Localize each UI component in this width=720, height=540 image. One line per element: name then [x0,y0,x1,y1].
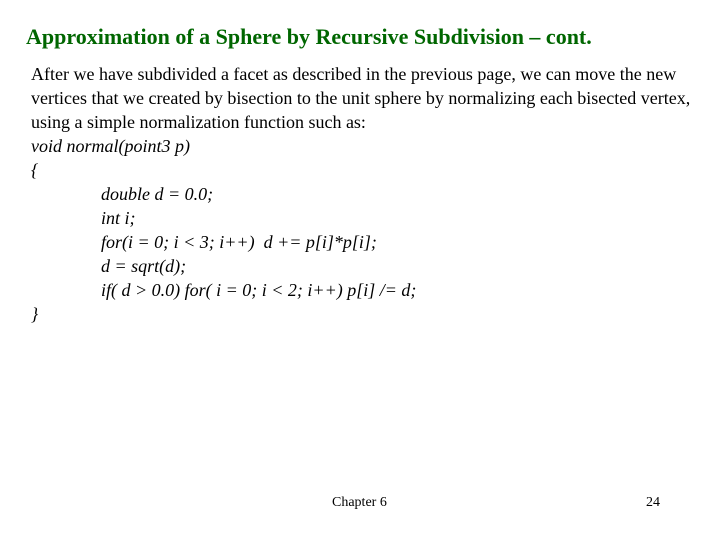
code-line-declare-d: double d = 0.0; [101,184,214,204]
slide-title: Approximation of a Sphere by Recursive Subdivision – cont. [26,24,592,49]
code-line-close-brace: } [31,304,39,324]
code-line-declare-i: int i; [101,208,136,228]
footer-page-number: 24 [646,495,660,510]
code-line-signature: void normal(point3 p) [31,136,190,156]
code-block [31,134,691,326]
code-line-open-brace: { [31,160,39,180]
body-paragraph: After we have subdivided a facet as described in the previous page, we can move the new vertices that we created by bisection to the unit sphere by normalizing each bisected vertex, using a simple normalization function such as: [31,64,691,132]
code-line-sqrt: d = sqrt(d); [101,256,187,276]
slide-body [31,62,691,326]
footer-chapter: Chapter 6 [332,495,387,510]
code-line-divide-loop: if( d > 0.0) for( i = 0; i < 2; i++) p[i] /= d; [101,280,417,300]
code-line-sum-loop: for(i = 0; i < 3; i++) d += p[i]*p[i]; [101,232,377,252]
